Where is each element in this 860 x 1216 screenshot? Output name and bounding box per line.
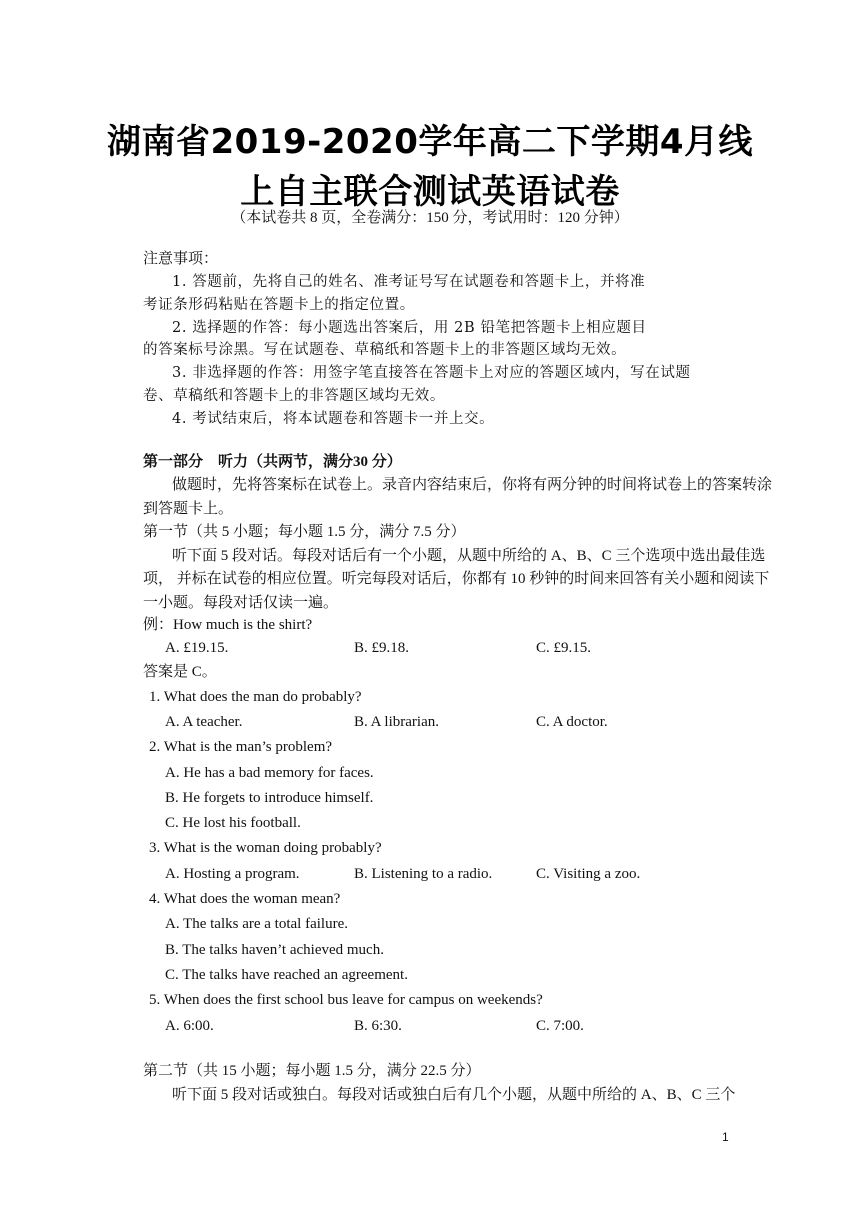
- notice-item-1: 1. 答题前，先将自己的姓名、准考证号写在试题卷和答题卡上，并将准: [172, 274, 646, 290]
- exam-subtitle: （本试卷共 8 页，全卷满分：150 分，考试用时：120 分钟）: [231, 210, 629, 226]
- question-2: 2. What is the man’s problem?: [149, 739, 333, 755]
- part1-intro: 做题时，先将答案标在试卷上。录音内容结束后，你将有两分钟的时间将试卷上的答案转涂: [172, 477, 773, 493]
- question-4-option-a: A. The talks are a total failure.: [165, 916, 348, 932]
- question-3-option-c: C. Visiting a zoo.: [536, 866, 641, 882]
- section1-heading: 第一节（共 5 小题；每小题 1.5 分，满分 7.5 分）: [143, 524, 466, 540]
- example-option-c: C. £9.15.: [536, 640, 592, 656]
- notice-heading: 注意事项：: [143, 249, 219, 267]
- example-answer: 答案是 C。: [143, 664, 217, 680]
- part1-intro-cont: 到答题卡上。: [143, 501, 234, 517]
- question-2-option-b: B. He forgets to introduce himself.: [165, 790, 374, 806]
- question-1-option-b: B. A librarian.: [354, 714, 439, 730]
- section1-instructions: 听下面 5 段对话。每段对话后有一个小题，从题中所给的 A、B、C 三个选项中选出最佳选: [172, 548, 766, 564]
- question-1: 1. What does the man do probably?: [149, 689, 362, 705]
- notice-item-2-cont: 的答案标号涂黑。写在试题卷、草稿纸和答题卡上的非答题区域均无效。: [143, 342, 627, 358]
- notice-item-3: 3. 非选择题的作答：用签字笔直接答在答题卡上对应的答题区域内，写在试题: [172, 365, 691, 381]
- question-1-option-c: C. A doctor.: [536, 714, 608, 730]
- notice-item-4: 4. 考试结束后，将本试题卷和答题卡一并上交。: [172, 411, 495, 427]
- question-4-option-b: B. The talks haven’t achieved much.: [165, 942, 384, 958]
- question-4-option-c: C. The talks have reached an agreement.: [165, 967, 408, 983]
- example-option-a: A. £19.15.: [165, 640, 229, 656]
- notice-item-1-cont: 考证条形码粘贴在答题卡上的指定位置。: [143, 297, 415, 313]
- section2-heading: 第二节（共 15 小题；每小题 1.5 分，满分 22.5 分）: [143, 1063, 481, 1079]
- question-5: 5. When does the first school bus leave for campus on weekends?: [149, 992, 543, 1008]
- notice-item-2: 2. 选择题的作答：每小题选出答案后，用 2B 铅笔把答题卡上相应题目: [172, 320, 647, 336]
- exam-title-line-2: 上自主联合测试英语试卷: [240, 172, 620, 212]
- notice-item-3-cont: 卷、草稿纸和答题卡上的非答题区域均无效。: [143, 388, 445, 404]
- question-3-option-a: A. Hosting a program.: [165, 866, 300, 882]
- section1-instructions-cont-2: 一小题。每段对话仅读一遍。: [143, 595, 339, 611]
- example-option-b: B. £9.18.: [354, 640, 410, 656]
- page-number: 1: [722, 1130, 729, 1144]
- section2-instructions: 听下面 5 段对话或独白。每段对话或独白后有几个小题，从题中所给的 A、B、C 三个: [172, 1087, 736, 1103]
- question-3: 3. What is the woman doing probably?: [149, 840, 382, 856]
- question-1-option-a: A. A teacher.: [165, 714, 243, 730]
- example-question: 例：How much is the shirt?: [143, 617, 313, 633]
- question-4: 4. What does the woman mean?: [149, 891, 341, 907]
- question-5-option-a: A. 6:00.: [165, 1018, 214, 1034]
- section1-instructions-cont: 项， 并标在试卷的相应位置。听完每段对话后，你都有 10 秒钟的时间来回答有关小题和阅读下: [143, 571, 770, 587]
- question-5-option-b: B. 6:30.: [354, 1018, 402, 1034]
- question-5-option-c: C. 7:00.: [536, 1018, 584, 1034]
- question-3-option-b: B. Listening to a radio.: [354, 866, 493, 882]
- part1-heading: 第一部分 听力（共两节，满分30 分）: [143, 454, 402, 470]
- exam-title-line-1: 湖南省2019-2020学年高二下学期4月线: [106, 122, 754, 162]
- question-2-option-c: C. He lost his football.: [165, 815, 301, 831]
- question-2-option-a: A. He has a bad memory for faces.: [165, 765, 374, 781]
